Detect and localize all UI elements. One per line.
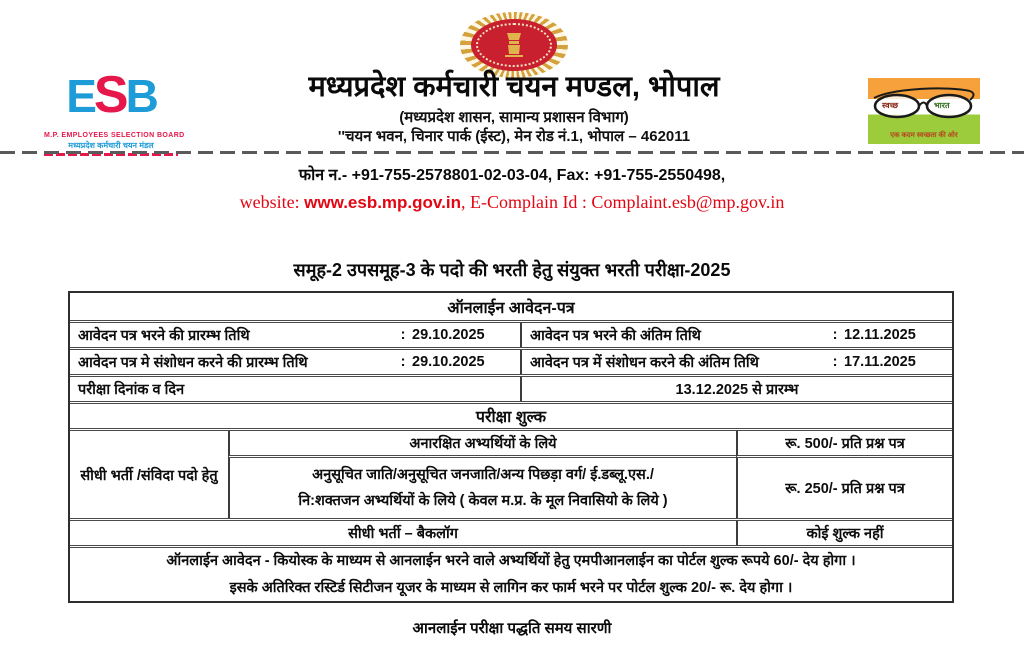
fee-reserved-amount: रू. 250/- प्रति प्रश्न पत्र [736, 458, 952, 518]
section-header-online-application: ऑनलाईन आवेदन-पत्र [447, 299, 575, 317]
website-email-line [0, 192, 1024, 213]
phone-fax-line: फोन न.- +91-755-2578801-02-03-04, Fax: +91-755-2550498, [298, 167, 726, 184]
dept-line: (मध्यप्रदेश शासन, सामान्य प्रशासन विभाग) [399, 109, 629, 126]
address-line: ''चयन भवन, चिनार पार्क (ईस्ट), मेन रोड नं.1, भोपाल – 462011 [337, 128, 691, 145]
letterhead [178, 70, 850, 145]
mp-state-emblem-icon [460, 12, 568, 78]
last-date-label: आवेदन पत्र भरने की अंतिम तिथि [530, 328, 701, 344]
cell-last-date [520, 323, 952, 347]
swachh-lens-right-text: भारत [934, 101, 950, 110]
esb-logo-letters [44, 66, 178, 131]
correction-last-value: 17.11.2025 [844, 354, 916, 370]
correction-start-value: 29.10.2025 [412, 354, 485, 370]
cell-correction-last [520, 350, 952, 374]
esb-caption-english: M.P. EMPLOYEES SELECTION BOARD [44, 132, 185, 139]
cell-exam-date-label [70, 377, 520, 401]
fee-unreserved-amount: रू. 500/- प्रति प्रश्न पत्र [736, 431, 952, 458]
org-name: मध्यप्रदेश कर्मचारी चयन मण्डल, भोपाल [308, 71, 720, 103]
esb-letter-s: S [93, 66, 126, 124]
colon-separator: : [832, 327, 838, 343]
table-row-start-dates [70, 320, 952, 347]
fee-reserved-category-line1: अनुसूचित जाति/अनुसूचित जनजाति/अन्य पिछड़ा वर्ग/ ई.डब्लू.एस./ [312, 467, 654, 483]
correction-start-label: आवेदन पत्र मे संशोधन करने की प्रारम्भ तिथि [78, 355, 308, 371]
portal-fee-note-line2: इसके अतिरिक्त रस्टिर्ड सिटीजन यूजर के माध्यम से लागिन कर फार्म भरने पर पोर्टल शुल्क 20/- रू. देय होगा । [229, 579, 793, 596]
website-url-link[interactable]: www.esb.mp.gov.in [304, 193, 461, 212]
recruitment-schedule-table [68, 291, 954, 603]
fee-unreserved-category: अनारक्षित अभ्यर्थियों के लिये [228, 431, 736, 458]
fee-group-label: सीधी भर्ती /संविदा पदो हेतु [80, 467, 218, 484]
cell-correction-start [70, 350, 520, 374]
table-row-portal-fee-note [70, 545, 952, 601]
esb-caption-hindi: मध्यप्रदेश कर्मचारी चयन मंडल [68, 141, 154, 150]
swachh-bharat-logo [868, 78, 980, 144]
portal-fee-note-line1: ऑनलाईन आवेदन - कियोस्क के माध्यम से आनलाईन भरने वाले अभ्यर्थियों हेतु एमपीआनलाईन का पोर्टल शुल्क रूपये 60/- देय होगा । [166, 552, 856, 569]
backlog-amount: कोई शुल्क नहीं [736, 521, 952, 545]
start-date-label: आवेदन पत्र भरने की प्रारम्भ तिथि [78, 328, 250, 344]
notice-heading: समूह-2 उपसमूह-3 के पदो की भरती हेतु संयुक्त भरती परीक्षा-2025 [293, 260, 731, 280]
footer-caption: आनलाईन परीक्षा पद्धति समय सारणी [412, 620, 612, 637]
website-prefix: website: [239, 192, 305, 212]
fee-rows [70, 428, 952, 518]
lion-capital-icon [503, 32, 525, 58]
exam-date-label: परीक्षा दिनांक व दिन [78, 382, 185, 398]
table-row-correction-dates [70, 347, 952, 374]
esb-letter-b: B [125, 70, 156, 122]
swachh-lens-left-text: स्वच्छ [882, 101, 899, 110]
exam-date-value: 13.12.2025 से प्रारम्भ [675, 382, 799, 398]
emblem-inner-ring [476, 23, 552, 67]
colon-separator: : [400, 354, 406, 370]
fee-reserved-category [228, 458, 736, 518]
last-date-value: 12.11.2025 [844, 327, 916, 343]
colon-separator: : [400, 327, 406, 343]
dashed-divider [0, 151, 1024, 154]
start-date-value: 29.10.2025 [412, 327, 485, 343]
email-complaint-id[interactable]: , E-Complain Id : Complaint.esb@mp.gov.in [460, 192, 785, 212]
swachh-tagline: एक कदम स्वच्छता की ओर [890, 132, 958, 139]
cell-exam-date-value [520, 377, 952, 401]
emblem-red-disc [471, 19, 557, 71]
correction-last-label: आवेदन पत्र में संशोधन करने की अंतिम तिथि [530, 355, 759, 371]
table-row-backlog [70, 518, 952, 545]
colon-separator: : [832, 354, 838, 370]
fee-reserved-category-line2: नि:शक्तजन अभ्यर्थियों के लिये ( केवल म.प्र. के मूल निवासियो के लिये ) [298, 493, 668, 509]
cell-start-date [70, 323, 520, 347]
table-row-exam-date [70, 374, 952, 401]
esb-logo [44, 66, 185, 156]
backlog-label: सीधी भर्ती – बैकलॉग [348, 526, 458, 542]
section-header-exam-fee: परीक्षा शुल्क [70, 401, 952, 428]
esb-letter-e: E [66, 70, 94, 122]
